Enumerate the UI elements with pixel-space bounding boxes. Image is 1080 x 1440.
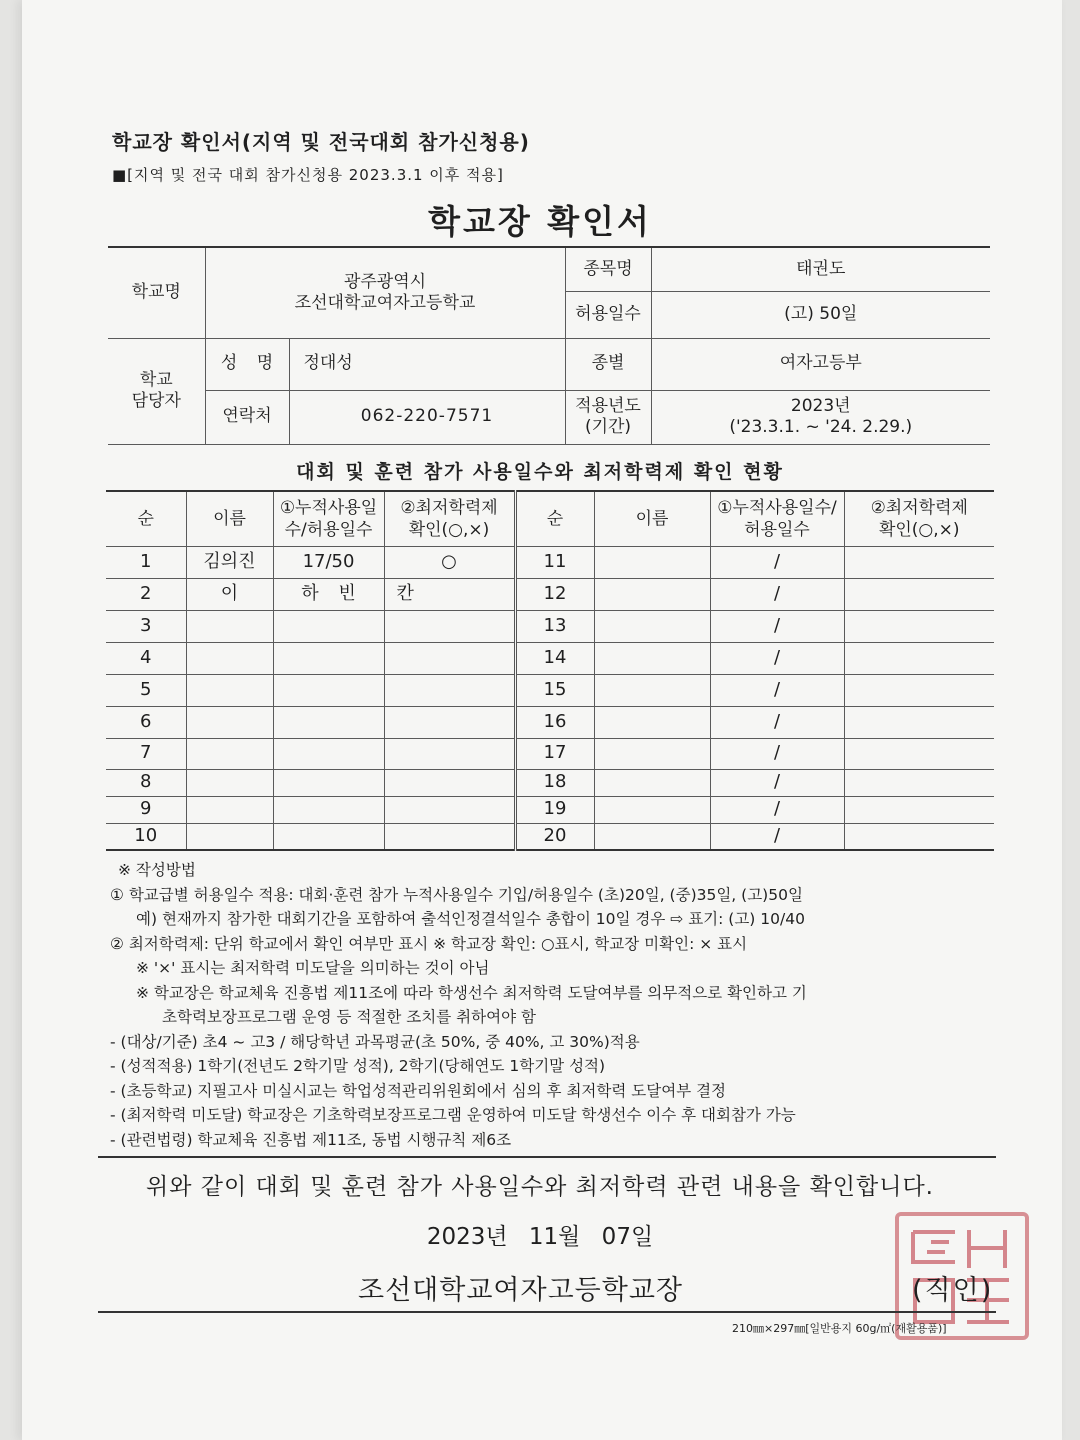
row-no: 6 — [106, 706, 186, 738]
row-name — [186, 610, 273, 642]
table-row — [106, 738, 994, 769]
row-check-right — [844, 546, 994, 578]
table-row — [106, 769, 994, 796]
row-check-right — [844, 823, 994, 850]
header-days-right-line1: ①누적사용일수/ — [717, 497, 837, 518]
header-no: 순 — [106, 491, 186, 546]
row-name — [186, 674, 273, 706]
note-line: - (초등학교) 지필고사 미실시교는 학업성적관리위원회에서 심의 후 최저학력 도달여부 결정 — [110, 1081, 727, 1100]
seal-label: (직인) — [912, 1275, 994, 1306]
period-value: ('23.3.1. ~ '24. 2.29.) — [729, 417, 913, 437]
row-check-right — [844, 796, 994, 823]
row-days — [273, 738, 384, 769]
school-region: 광주광역시 — [343, 271, 427, 292]
header-days — [273, 491, 384, 546]
document-name: 학교장 확인서(지역 및 전국대회 참가신청용) — [112, 130, 530, 154]
row-name-right — [594, 546, 710, 578]
row-days — [273, 642, 384, 674]
row-days: 17/50 — [273, 546, 384, 578]
note-heading: ※ 작성방법 — [118, 861, 196, 879]
writing-instructions — [110, 858, 1000, 1152]
row-no: 10 — [106, 823, 186, 850]
note-line: 예) 현재까지 참가한 대회기간을 포함하여 출석인정결석일수 총합이 10일 경우 ⇨ 표기: (고) 10/40 — [136, 910, 805, 928]
row-check — [384, 706, 515, 738]
row-name-right — [594, 769, 710, 796]
header-check-line2: 확인(○,×) — [408, 519, 490, 540]
roster-table — [106, 490, 994, 851]
row-check-right — [844, 610, 994, 642]
row-name — [186, 706, 273, 738]
note-line: - (관련법령) 학교체육 진흥법 제11조, 동법 시행규칙 제6조 — [110, 1130, 512, 1149]
note-line: - (성적적용) 1학기(전년도 2학기말 성적), 2학기(당해연도 1학기말 성적) — [110, 1057, 606, 1075]
row-days-right: / — [710, 706, 844, 738]
note-line: - (대상/기준) 초4 ~ 고3 / 해당학년 과목평균(초 50%, 중 40%, 고 30%)적용 — [110, 1032, 640, 1051]
note-line: ② 최저학력제: 단위 학교에서 확인 여부만 표시 ※ 학교장 확인: ○표시, 학교장 미확인: × 표시 — [110, 934, 748, 953]
row-no-right: 13 — [515, 610, 594, 642]
table-row — [106, 674, 994, 706]
page-title: 학교장 확인서 — [428, 202, 652, 241]
category-value: 여자고등부 — [651, 338, 990, 390]
table-row — [106, 796, 994, 823]
school-name: 조선대학교여자고등학교 — [294, 292, 476, 313]
row-no-right: 14 — [515, 642, 594, 674]
row-name — [186, 642, 273, 674]
row-days — [273, 796, 384, 823]
year-cell — [651, 390, 990, 444]
row-name-right — [594, 823, 710, 850]
row-name: 이 — [186, 578, 273, 610]
table-row — [106, 546, 994, 578]
row-name: 김의진 — [186, 546, 273, 578]
row-check — [384, 642, 515, 674]
row-no-right: 17 — [515, 738, 594, 769]
row-days-right: / — [710, 796, 844, 823]
row-no: 8 — [106, 769, 186, 796]
header-days-line2: 수/허용일수 — [284, 519, 373, 540]
row-name — [186, 823, 273, 850]
roster-header-row — [106, 491, 994, 546]
row-days — [273, 610, 384, 642]
header-check-right-line1: ②최저학력제 — [870, 497, 968, 518]
row-days-right: / — [710, 546, 844, 578]
row-check: ○ — [384, 546, 515, 578]
row-name-right — [594, 610, 710, 642]
row-no-right: 11 — [515, 546, 594, 578]
row-no-right: 18 — [515, 769, 594, 796]
header-check-line1: ②최저학력제 — [400, 497, 498, 518]
header-check-right-line2: 확인(○,×) — [878, 519, 960, 540]
year-label-line1: 적용년도 — [575, 395, 641, 416]
row-check — [384, 769, 515, 796]
applicability-note: ■[지역 및 전국 대회 참가신청용 2023.3.1 이후 적용] — [112, 166, 504, 184]
row-check — [384, 674, 515, 706]
row-check — [384, 823, 515, 850]
header-days-right — [710, 491, 844, 546]
row-no: 9 — [106, 796, 186, 823]
school-cell — [205, 247, 565, 338]
row-check — [384, 738, 515, 769]
confirmation-statement: 위와 같이 대회 및 훈련 참가 사용일수와 최저학력 관련 내용을 확인합니다. — [146, 1174, 934, 1200]
row-no-right: 20 — [515, 823, 594, 850]
table-row — [106, 610, 994, 642]
row-days-right: / — [710, 823, 844, 850]
row-check-right — [844, 769, 994, 796]
row-check-right — [844, 738, 994, 769]
row-days-right: / — [710, 738, 844, 769]
row-name — [186, 769, 273, 796]
row-name-right — [594, 578, 710, 610]
row-no: 5 — [106, 674, 186, 706]
allowed-days-value: (고) 50일 — [651, 291, 990, 338]
table-row — [106, 578, 994, 610]
info-table — [108, 246, 990, 445]
event-label: 종목명 — [565, 247, 651, 291]
issue-date: 2023년 11월 07일 — [426, 1224, 654, 1250]
row-check: 칸 — [384, 578, 515, 610]
row-name-right — [594, 738, 710, 769]
row-no: 4 — [106, 642, 186, 674]
contact-label: 연락처 — [205, 390, 289, 444]
event-value: 태권도 — [651, 247, 990, 291]
row-no: 7 — [106, 738, 186, 769]
name-label: 성 명 — [205, 338, 289, 390]
row-no-right: 15 — [515, 674, 594, 706]
table-row — [106, 823, 994, 850]
header-name: 이름 — [186, 491, 273, 546]
year-label — [565, 390, 651, 444]
row-check-right — [844, 706, 994, 738]
row-name-right — [594, 674, 710, 706]
row-days: 하 빈 — [273, 578, 384, 610]
row-days — [273, 823, 384, 850]
name-value: 정대성 — [289, 338, 565, 390]
year-label-line2: (기간) — [584, 417, 632, 437]
manager-label-line2: 담당자 — [131, 391, 181, 411]
row-check-right — [844, 578, 994, 610]
row-days-right: / — [710, 769, 844, 796]
row-check-right — [844, 674, 994, 706]
row-name — [186, 738, 273, 769]
divider — [98, 1156, 996, 1158]
note-line: ① 학교급별 허용일수 적용: 대회·훈련 참가 누적사용일수 기입/허용일수 (초)20일, (중)35일, (고)50일 — [110, 885, 803, 904]
row-days-right: / — [710, 610, 844, 642]
header-check-right — [844, 491, 994, 546]
manager-label-line1: 학교 — [139, 369, 173, 390]
row-no: 3 — [106, 610, 186, 642]
row-no: 1 — [106, 546, 186, 578]
header-days-line1: ①누적사용일 — [279, 497, 378, 518]
row-name — [186, 796, 273, 823]
note-line: ※ 학교장은 학교체육 진흥법 제11조에 따라 학생선수 최저학력 도달여부를 의무적으로 확인하고 기 — [136, 983, 807, 1002]
header-name-right: 이름 — [594, 491, 710, 546]
category-label: 종별 — [565, 338, 651, 390]
row-days-right: / — [710, 578, 844, 610]
row-no-right: 19 — [515, 796, 594, 823]
allowed-days-label: 허용일수 — [565, 291, 651, 338]
note-line: - (최저학력 미도달) 학교장은 기초학력보장프로그램 운영하여 미도달 학생선수 이수 후 대회참가 가능 — [110, 1106, 796, 1124]
row-no: 2 — [106, 578, 186, 610]
paper-size-note: 210㎜×297㎜[일반용지 60g/㎡(재활용품)] — [732, 1322, 947, 1335]
row-check-right — [844, 642, 994, 674]
header-days-right-line2: 허용일수 — [744, 519, 810, 540]
row-days — [273, 674, 384, 706]
row-name-right — [594, 796, 710, 823]
row-no-right: 12 — [515, 578, 594, 610]
table-row — [106, 706, 994, 738]
table-row — [106, 642, 994, 674]
row-name-right — [594, 706, 710, 738]
header-no-right: 순 — [515, 491, 594, 546]
row-check — [384, 796, 515, 823]
row-no-right: 16 — [515, 706, 594, 738]
status-title: 대회 및 훈련 참가 사용일수와 최저학력제 확인 현황 — [296, 461, 784, 483]
manager-label — [108, 338, 205, 444]
row-name-right — [594, 642, 710, 674]
note-line: ※ '×' 표시는 최저학력 미도달을 의미하는 것이 아님 — [136, 959, 490, 977]
row-days — [273, 769, 384, 796]
school-label: 학교명 — [108, 247, 205, 338]
footer-divider — [98, 1311, 996, 1313]
row-days — [273, 706, 384, 738]
row-days-right: / — [710, 642, 844, 674]
row-days-right: / — [710, 674, 844, 706]
principal-title: 조선대학교여자고등학교장 — [358, 1275, 683, 1306]
year-value: 2023년 — [790, 395, 851, 416]
header-check — [384, 491, 515, 546]
note-line: 초학력보장프로그램 운영 등 적절한 조치를 취하여야 함 — [162, 1008, 536, 1026]
contact-value: 062-220-7571 — [289, 390, 565, 444]
row-check — [384, 610, 515, 642]
